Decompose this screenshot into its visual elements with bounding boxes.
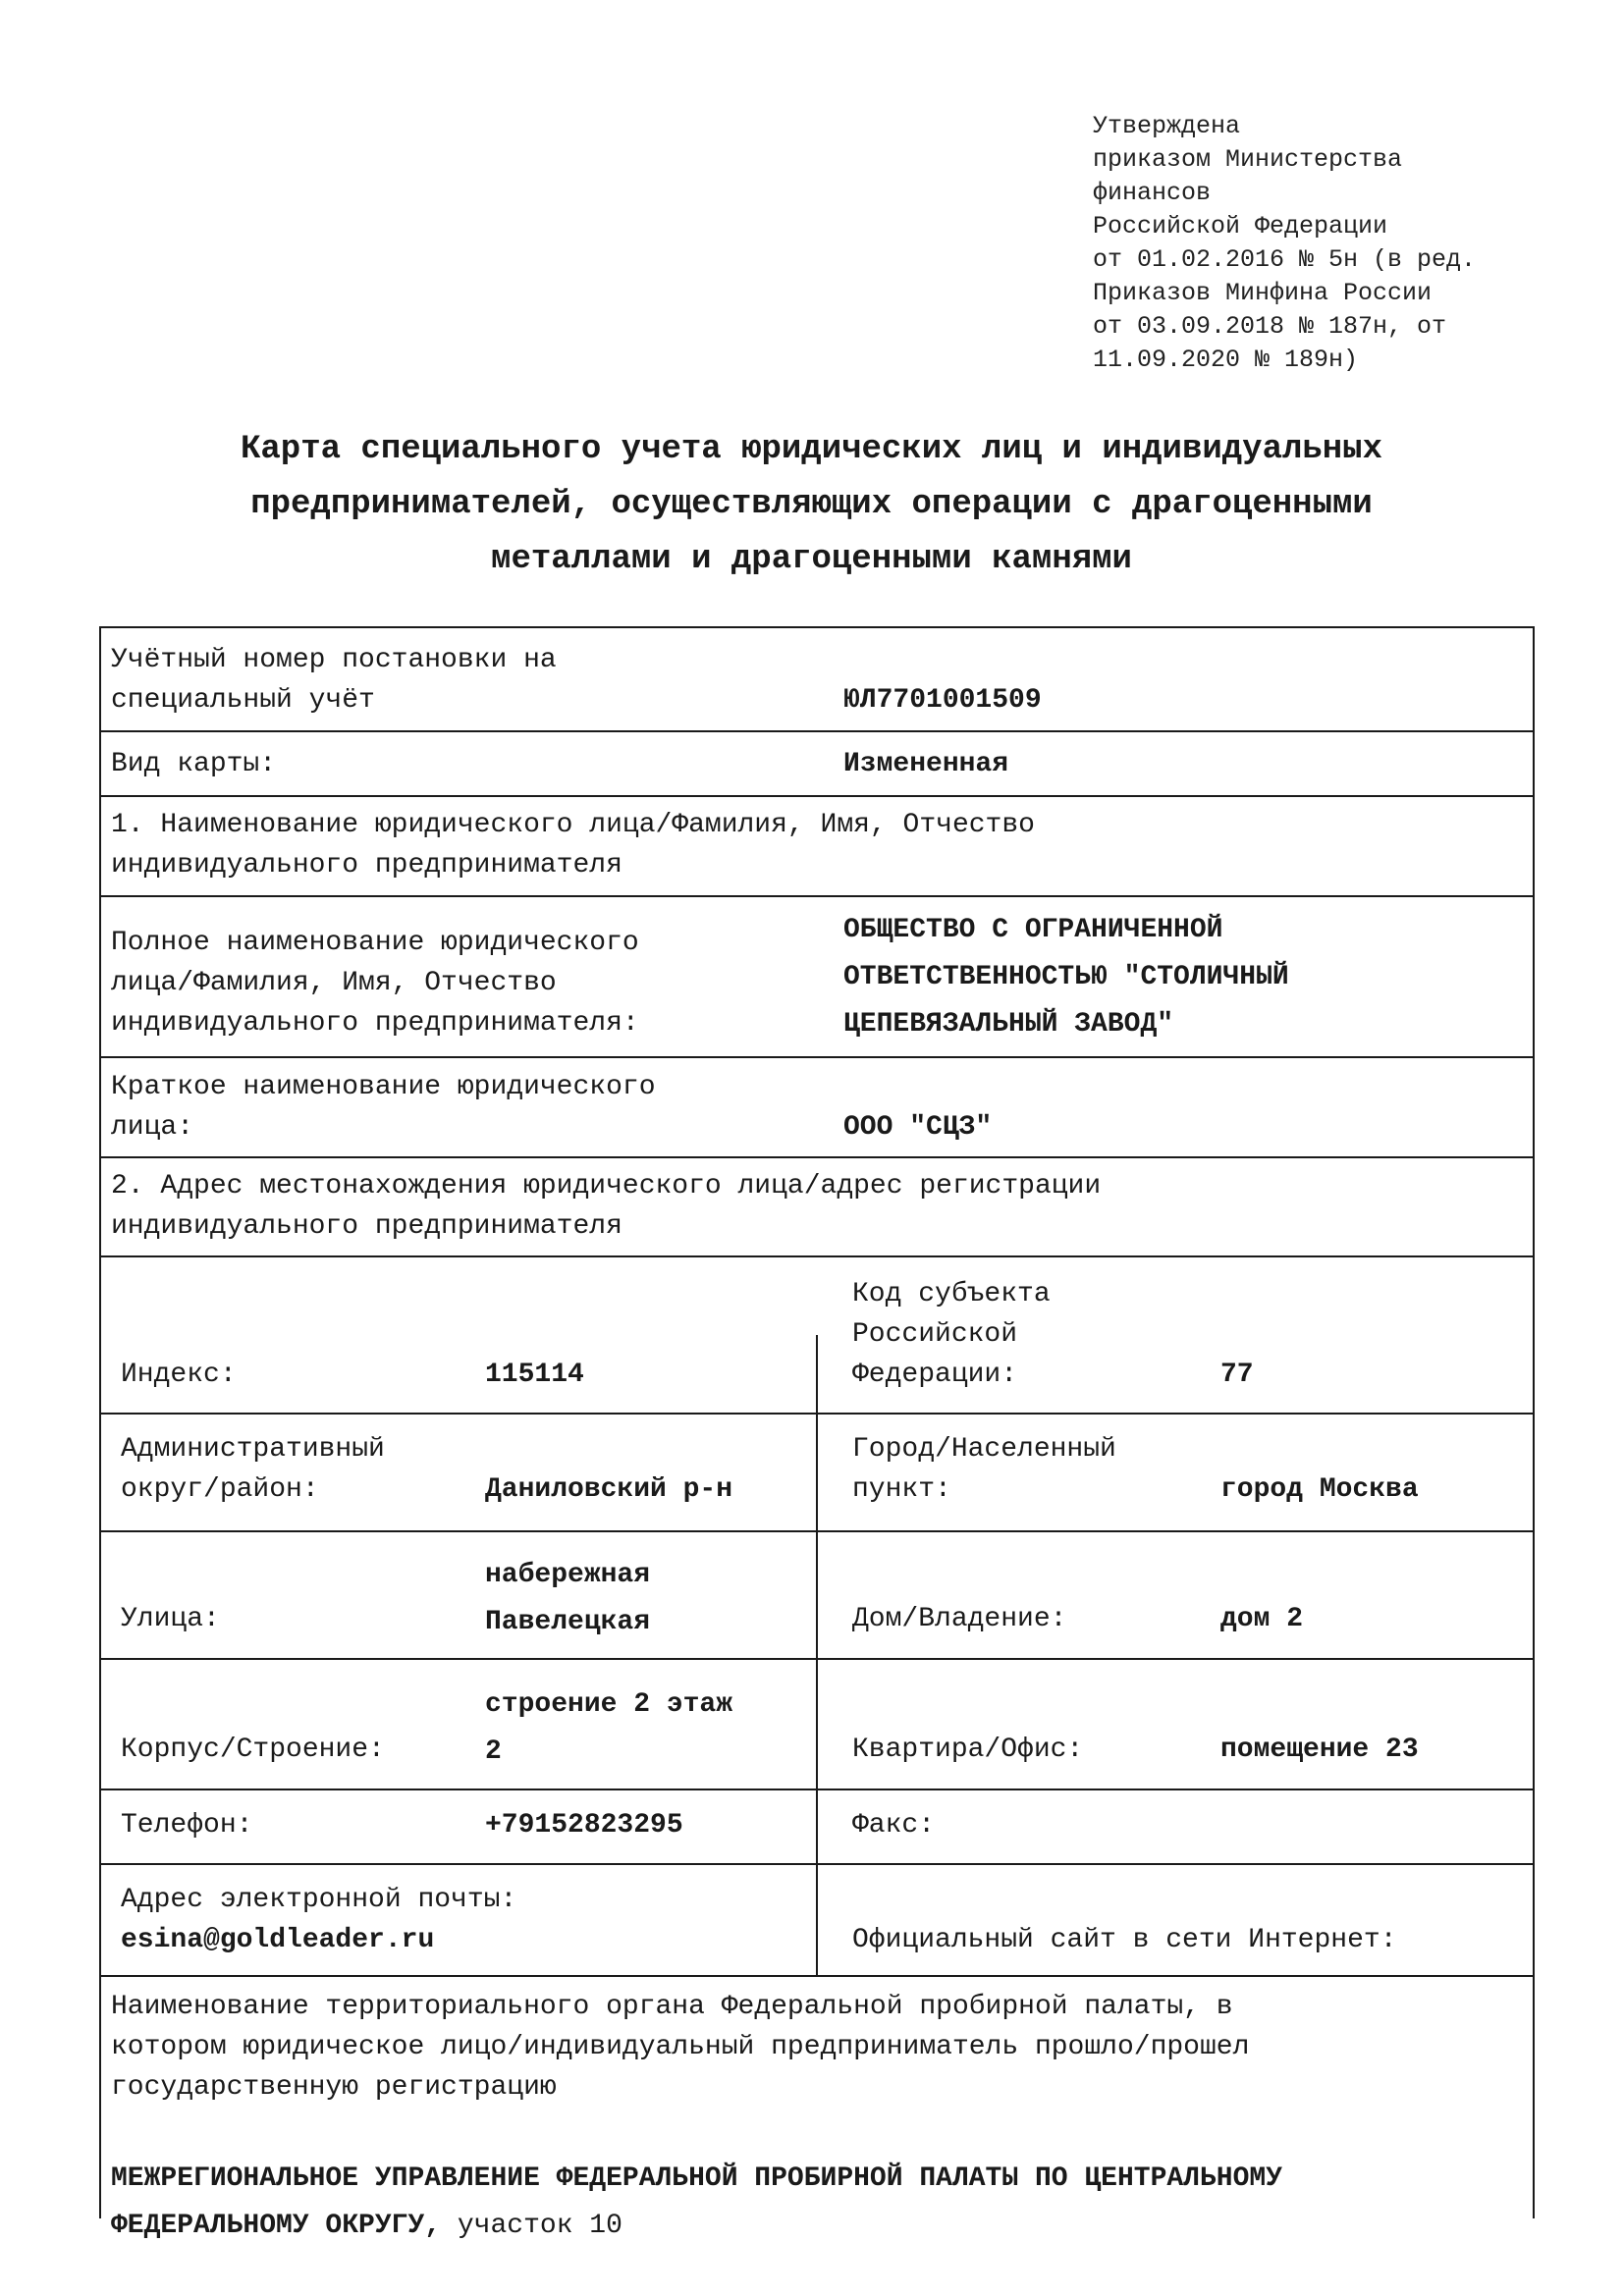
short-name-value: ООО "СЦЗ" [843, 1112, 993, 1143]
card-type-value: Измененная [843, 749, 1009, 779]
district-label: Административный округ/район: [121, 1434, 385, 1505]
email-value: esina@goldleader.ru [121, 1925, 435, 1955]
row-divider [101, 730, 1533, 732]
index-value: 115114 [485, 1360, 584, 1390]
section-1-heading: 1. Наименование юридического лица/Фамилия, Имя, Отчество индивидуального предпринимателя [111, 810, 1035, 881]
region-code-label: Код субъекта Российской Федерации: [852, 1279, 1051, 1390]
title-line-3: металлами и драгоценными камнями [491, 541, 1132, 578]
website-label: Официальный сайт в сети Интернет: [852, 1925, 1397, 1955]
region-code-value: 77 [1220, 1360, 1254, 1390]
building-value: строение 2 этаж 2 [485, 1689, 733, 1767]
city-value: город Москва [1220, 1474, 1419, 1505]
registration-card-form [99, 626, 1535, 2241]
house-value: дом 2 [1220, 1604, 1304, 1634]
column-divider [816, 1335, 818, 1975]
office-label: Квартира/Офис: [852, 1735, 1084, 1765]
phone-label: Телефон: [121, 1810, 253, 1841]
authority-name: МЕЖРЕГИОНАЛЬНОЕ УПРАВЛЕНИЕ ФЕДЕРАЛЬНОЙ ПРОБИРНОЙ ПАЛАТЫ ПО ЦЕНТРАЛЬНОМУ ФЕДЕРАЛЬНОМУ ОКРУГУ, [111, 2163, 1282, 2241]
street-label: Улица: [121, 1604, 220, 1634]
phone-value: +79152823295 [485, 1810, 683, 1841]
document-title [98, 422, 1525, 587]
street-value: набережная Павелецкая [485, 1560, 651, 1637]
approval-note: Утверждена приказом Министерства финансов Российской Федерации от 01.02.2016 № 5н (в ред. Приказов Минфина России от 03.09.2018 № 187н, от 11.09.2020 № 189н) [1093, 112, 1477, 374]
card-type-label: Вид карты: [111, 749, 277, 779]
office-value: помещение 23 [1220, 1735, 1419, 1765]
house-label: Дом/Владение: [852, 1604, 1067, 1634]
reg-number-value: ЮЛ7701001509 [843, 685, 1042, 716]
authority-label: Наименование территориального органа Федеральной пробирной палаты, в котором юридическое лицо/индивидуальный предприниматель прошло/прошел государственную регистрацию [111, 1992, 1250, 2103]
full-name-label: Полное наименование юридического лица/Фамилия, Имя, Отчество индивидуального предпринимателя: [111, 928, 639, 1039]
city-label: Город/Населенный пункт: [852, 1434, 1116, 1505]
row-divider [101, 1975, 1533, 1977]
authority-plot: участок 10 [457, 2211, 622, 2241]
index-label: Индекс: [121, 1360, 237, 1390]
section-2-heading: 2. Адрес местонахождения юридического лица/адрес регистрации индивидуального предпринимателя [111, 1171, 1102, 1242]
email-label: Адрес электронной почты: [121, 1885, 517, 1915]
building-label: Корпус/Строение: [121, 1735, 385, 1765]
district-value: Даниловский р-н [485, 1474, 733, 1505]
reg-number-label: Учётный номер постановки на специальный учёт [111, 645, 557, 716]
full-name-value: ОБЩЕСТВО С ОГРАНИЧЕННОЙ ОТВЕТСТВЕННОСТЬЮ "СТОЛИЧНЫЙ ЦЕПЕВЯЗАЛЬНЫЙ ЗАВОД" [843, 915, 1289, 1040]
row-divider [101, 895, 1533, 897]
row-divider [101, 1156, 1533, 1158]
fax-label: Факс: [852, 1810, 936, 1841]
row-divider [101, 795, 1533, 797]
title-line-2: предпринимателей, осуществляющих операции с драгоценными [250, 486, 1373, 523]
authority-value [111, 2109, 1525, 2250]
title-line-1: Карта специального учета юридических лиц и индивидуальных [241, 431, 1382, 468]
row-divider [101, 1056, 1533, 1058]
short-name-label: Краткое наименование юридического лица: [111, 1072, 656, 1143]
row-divider [101, 1255, 1533, 1257]
